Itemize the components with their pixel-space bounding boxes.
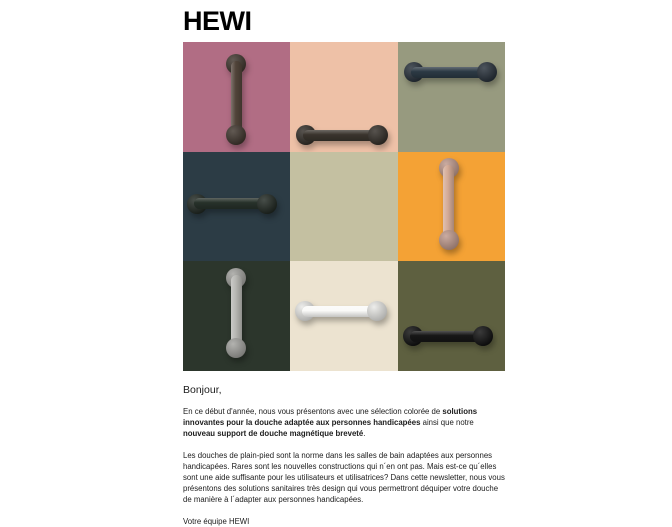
greeting-text: Bonjour, bbox=[183, 384, 222, 396]
grid-tile-olive bbox=[398, 261, 505, 371]
grab-rail-dark-umber bbox=[296, 125, 388, 145]
grab-rail-dark-bronze bbox=[226, 54, 246, 145]
email-content bbox=[183, 0, 505, 527]
rail-flange-icon bbox=[257, 194, 277, 214]
paragraph-2: Les douches de plain-pied sont la norme dans les salles de bain adaptées aux personnes handicapées. Rares sont les nouvelles constructions qui n´en ont pas. Mais est-ce qu´elles sont une aide suffisante pour les utilisateurs et utilisatrices? Dans cette newsletter, nous vous présentons des solutions sanitaires très design qui vous permettront déquiper votre douche de manière à l´adapter aux personnes handicapées. bbox=[183, 451, 505, 504]
grab-rail-light-grey bbox=[226, 268, 246, 358]
grab-rail-black-green bbox=[187, 194, 277, 214]
rail-flange-icon bbox=[439, 230, 459, 250]
grid-tile-dark-green bbox=[183, 261, 290, 371]
product-color-grid bbox=[183, 42, 505, 371]
body-paragraphs bbox=[183, 406, 505, 505]
rail-flange-icon bbox=[473, 326, 493, 346]
grab-rail-dusty-rose bbox=[439, 158, 459, 250]
grid-tile-dark-slate bbox=[183, 152, 290, 262]
hewi-logo: HEWI bbox=[183, 6, 252, 36]
grid-tile-orange bbox=[398, 152, 505, 262]
rail-flange-icon bbox=[477, 62, 497, 82]
rail-flange-icon bbox=[367, 301, 387, 321]
grid-tile-sage bbox=[398, 42, 505, 152]
grab-rail-white bbox=[295, 301, 387, 321]
rail-flange-icon bbox=[368, 125, 388, 145]
rail-flange-icon bbox=[226, 125, 246, 145]
rail-flange-icon bbox=[226, 338, 246, 358]
grab-rail-dark-slate-blue bbox=[404, 62, 497, 82]
grab-rail-black bbox=[403, 326, 493, 346]
grid-tile-khaki bbox=[290, 152, 397, 262]
grid-tile-pink bbox=[183, 42, 290, 152]
grid-tile-cream bbox=[290, 261, 397, 371]
signoff-text: Votre équipe HEWI bbox=[183, 517, 250, 526]
paragraph-1: En ce début d'année, nous vous présentons avec une sélection colorée de solutions innovantes pour la douche adaptée aux personnes handicapées ainsi que notre nouveau support de douche magnétique breveté. bbox=[183, 407, 478, 438]
grid-tile-peach bbox=[290, 42, 397, 152]
